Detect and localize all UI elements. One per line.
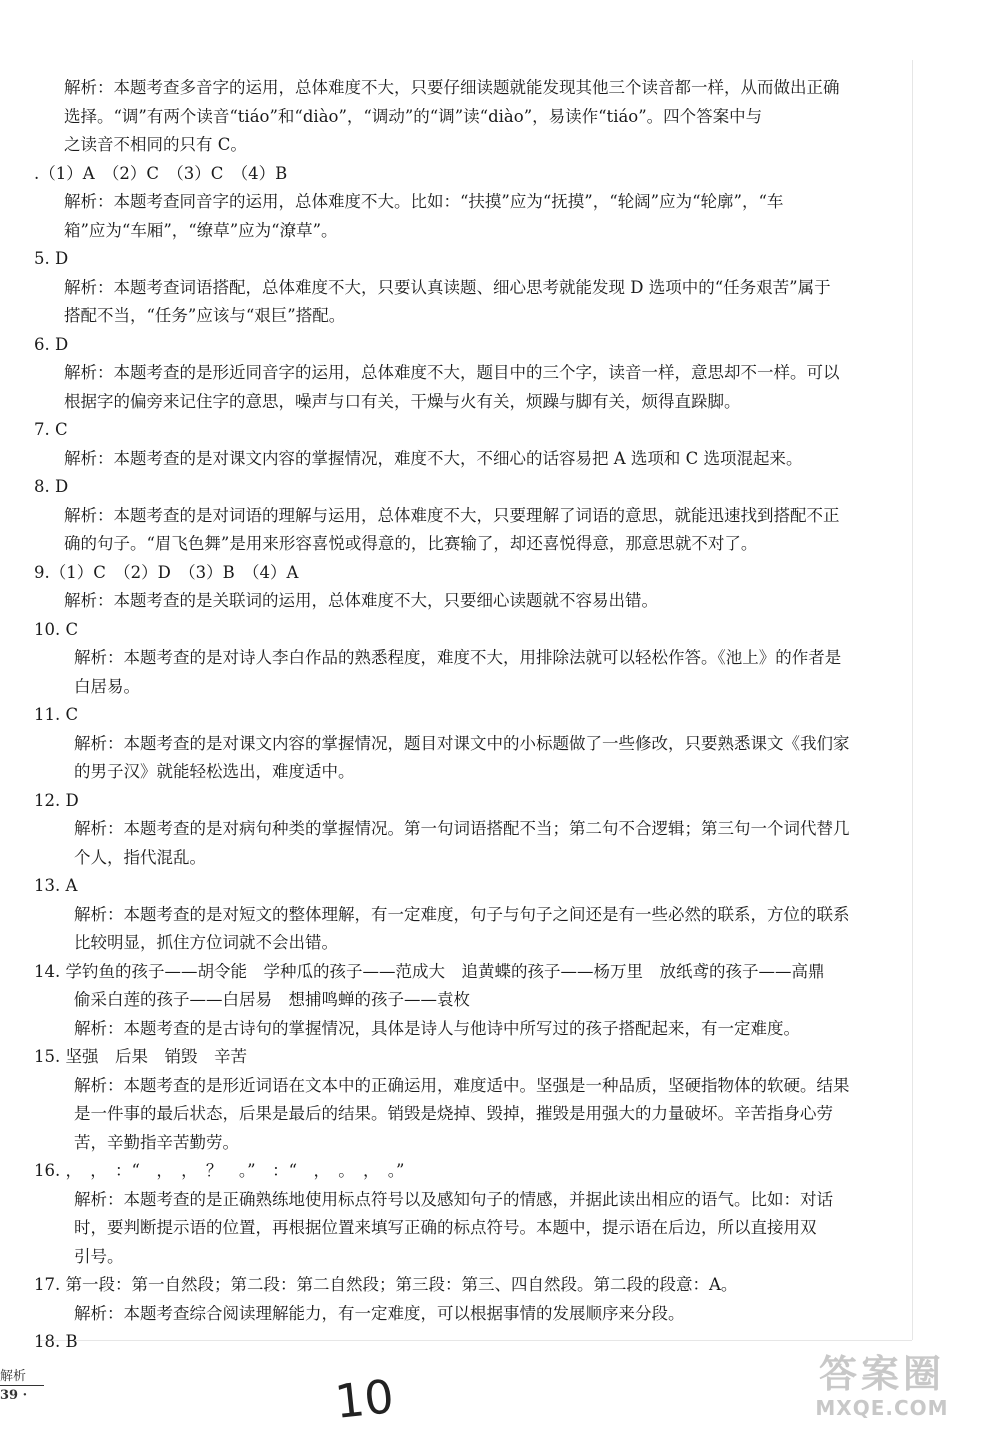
text-line: 之读音不相同的只有 C。 xyxy=(64,135,247,154)
text-line: 个人，指代混乱。 xyxy=(74,847,206,867)
text-line: 9.（1）C （2）D （3）B （4）A xyxy=(34,562,299,582)
text-line: 解析：本题考查的是形近同音字的运用，总体难度不大，题目中的三个字，读音一样，意思却不一样。可以 xyxy=(64,363,840,382)
text-line: 解析：本题考查的是关联词的运用，总体难度不大，只要细心读题就不容易出错。 xyxy=(64,591,658,610)
text-line: 解析：本题考查综合阅读理解能力，有一定难度，可以根据事情的发展顺序来分段。 xyxy=(74,1303,685,1323)
text-line: 选择。“调”有两个读音“tiáo”和“diào”，“调动”的“调”读“diào”，易读作“tiáo”。四个答案中与 xyxy=(64,106,763,126)
text-line: 解析：本题考查的是对病句种类的掌握情况。第一句词语搭配不当；第二句不合逻辑；第三句一个词代替几 xyxy=(74,819,850,838)
text-line: 解析：本题考查的是对短文的整体理解，有一定难度，句子与句子之间还是有一些必然的联系，方位的联系 xyxy=(74,904,850,924)
text-line: 11. C xyxy=(34,705,79,724)
text-line: 搭配不当，“任务”应该与“艰巨”搭配。 xyxy=(64,306,346,325)
text-line: 白居易。 xyxy=(74,676,140,696)
text-line: 确的句子。“眉飞色舞”是用来形容喜悦或得意的，比赛输了，却还喜悦得意，那意思就不对了。 xyxy=(64,534,758,553)
text-line: 是一件事的最后状态，后果是最后的结果。销毁是烧掉、毁掉，摧毁是用强大的力量破坏。辛苦指身心劳 xyxy=(74,1104,833,1123)
text-line: 解析：本题考查的是对词语的理解与运用，总体难度不大，只要理解了词语的意思，就能迅速找到搭配不正 xyxy=(64,505,840,525)
text-line: 10. C xyxy=(34,619,79,639)
text-line: 的男子汉》就能轻松选出，难度适中。 xyxy=(74,762,355,781)
section-label: 解析 xyxy=(0,1365,44,1386)
text-line: 16. ， ， ：“ ， ， ？ 。” ：“ ， 。 ， 。” xyxy=(34,1161,405,1180)
text-line: 根据字的偏旁来记住字的意思，噪声与口有关，干燥与火有关，烦躁与脚有关，烦得直跺脚。 xyxy=(64,391,741,411)
handwritten-note: 10 xyxy=(332,1369,397,1429)
text-line: 8. D xyxy=(34,477,69,496)
page-number: 39 · xyxy=(0,1388,28,1403)
text-line: 解析：本题考查同音字的运用，总体难度不大。比如：“扶摸”应为“抚摸”，“轮阔”应为“轮廓”，“车 xyxy=(64,192,784,211)
answer-analysis-text xyxy=(34,74,910,1357)
text-line: 7. C xyxy=(34,420,68,439)
text-line: 5. D xyxy=(34,249,69,268)
text-line: 引号。 xyxy=(74,1246,124,1266)
text-line: 18. B xyxy=(34,1332,78,1351)
text-line: 苦，辛勤指辛苦勤劳。 xyxy=(74,1132,239,1152)
text-line: 解析：本题考查的是古诗句的掌握情况，具体是诗人与他诗中所写过的孩子搭配起来，有一定难度。 xyxy=(74,1018,800,1038)
text-line: 解析：本题考查的是正确熟练地使用标点符号以及感知句子的情感，并据此读出相应的语气。比如：对话 xyxy=(74,1189,833,1209)
text-line: 解析：本题考查的是对课文内容的掌握情况，题目对课文中的小标题做了一些修改，只要熟悉课文《我们家 xyxy=(74,733,850,753)
text-line: 6. D xyxy=(34,334,69,354)
text-line: 12. D xyxy=(34,790,79,810)
text-line: 解析：本题考查词语搭配，总体难度不大，只要认真读题、细心思考就能发现 D 选项中的“任务艰苦”属于 xyxy=(64,277,831,297)
text-line: 解析：本题考查的是对诗人李白作品的熟悉程度，难度不大，用排除法就可以轻松作答。《池上》的作者是 xyxy=(74,648,842,667)
text-line: 解析：本题考查的是形近词语在文本中的正确运用，难度适中。坚强是一种品质，坚硬指物体的软硬。结果 xyxy=(74,1075,850,1095)
text-line: 比较明显，抓住方位词就不会出错。 xyxy=(74,933,338,952)
page-edge-rule xyxy=(912,60,913,1340)
text-line: .（1）A （2）C （3）C （4）B xyxy=(34,163,288,183)
text-line: 14. 学钓鱼的孩子——胡令能 学种瓜的孩子——范成大 追黄蝶的孩子——杨万里 放纸鸢的孩子——高鼎 xyxy=(34,961,825,981)
watermark-title: 答案圈 xyxy=(818,1352,945,1396)
text-line: 偷采白莲的孩子——白居易 想捕鸣蝉的孩子——袁枚 xyxy=(74,990,470,1009)
watermark-domain: MXQE.COM xyxy=(815,1396,949,1420)
text-line: 时，要判断提示语的位置，再根据位置来填写正确的标点符号。本题中，提示语在后边，所以直接用双 xyxy=(74,1218,817,1237)
watermark-logo xyxy=(802,1352,962,1432)
text-line: 15. 坚强 后果 销毁 辛苦 xyxy=(34,1047,247,1066)
text-line: 箱”应为“车厢”，“缭草”应为“潦草”。 xyxy=(64,220,338,240)
text-line: 解析：本题考查的是对课文内容的掌握情况，难度不大，不细心的话容易把 A 选项和 C 选项混起来。 xyxy=(64,448,803,468)
page-corner xyxy=(0,1365,44,1403)
text-line: 解析：本题考查多音字的运用，总体难度不大，只要仔细读题就能发现其他三个读音都一样，从而做出正确 xyxy=(64,78,840,97)
text-line: 17. 第一段：第一自然段；第二段：第二自然段；第三段：第三、四自然段。第二段的段意：A。 xyxy=(34,1275,738,1294)
text-line: 13. A xyxy=(34,876,78,895)
